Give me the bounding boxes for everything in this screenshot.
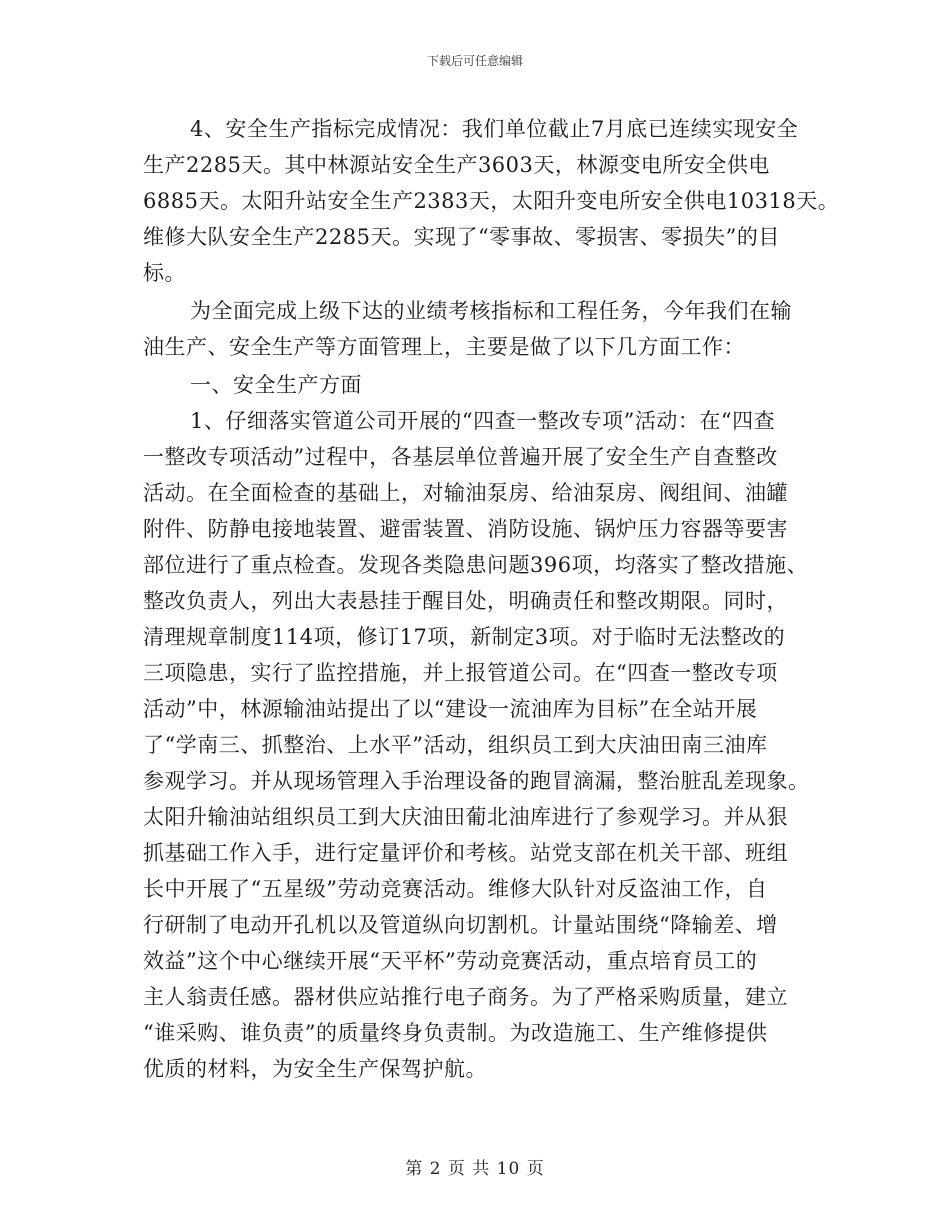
body-line: 行研制了电动开孔机以及管道纵向切割机。计量站围绕“降输差、增 [143,913,778,937]
body-line: 6885天。太阳升站安全生产2383天，太阳升变电所安全供电10318天。 [143,189,840,213]
body-line: 太阳升输油站组织员工到大庆油田葡北油库进行了参观学习。并从狠 [143,805,788,829]
body-line: 油生产、安全生产等方面管理上，主要是做了以下几方面工作： [143,335,745,359]
body-line: 生产2285天。其中林源站安全生产3603天，林源变电所安全供电 [143,153,770,177]
body-line: 主人翁责任感。器材供应站推行电子商务。为了严格采购质量，建立 [143,985,788,1009]
body-line: “谁采购、谁负责”的质量终身负责制。为改造施工、生产维修提供 [143,1021,768,1045]
body-line: 参观学习。并从现场管理入手治理设备的跑冒滴漏，整治脏乱差现象。 [143,769,810,793]
body-line: 部位进行了重点检查。发现各类隐患问题396项，均落实了整改措施、 [143,553,809,577]
body-line: 附件、防静电接地装置、避雷装置、消防设施、锅炉压力容器等要害 [143,517,788,541]
body-line: 活动”中，林源输油站提出了以“建设一流油库为目标”在全站开展 [143,697,758,721]
section-heading: 一、安全生产方面 [190,373,362,397]
body-line: 活动。在全面检查的基础上，对输油泵房、给油泵房、阀组间、油罐 [143,481,788,505]
body-line: 维修大队安全生产2285天。实现了“零事故、零损害、零损失”的目 [143,225,780,249]
body-line: 为全面完成上级下达的业绩考核指标和工程任务，今年我们在输 [190,299,792,323]
body-line: 整改负责人，列出大表悬挂于醒目处，明确责任和整改期限。同时， [143,589,788,613]
body-line: 三项隐患，实行了监控措施，并上报管道公司。在“四查一整改专项 [143,661,778,685]
body-line: 1、仔细落实管道公司开展的“四查一整改专项”活动：在“四查 [190,409,776,433]
body-line: 标。 [143,261,186,285]
body-line: 一整改专项活动”过程中，各基层单位普遍开展了安全生产自查整改 [143,445,778,469]
body-line: 了“学南三、抓整治、上水平”活动，组织员工到大庆油田南三油库 [143,733,768,757]
body-line: 长中开展了“五星级”劳动竞赛活动。维修大队针对反盗油工作，自 [143,877,768,901]
body-line: 效益”这个中心继续开展“天平杯”劳动竞赛活动，重点培育员工的 [143,949,758,973]
download-note: 下载后可任意编辑 [426,54,523,68]
page-number: 第 2 页 共 10 页 [405,1159,545,1179]
body-line: 4、安全生产指标完成情况：我们单位截止7月底已连续实现安全 [190,117,799,141]
body-line: 抓基础工作入手，进行定量评价和考核。站党支部在机关干部、班组 [143,841,788,865]
body-line: 清理规章制度114项，修订17项，新制定3项。对于临时无法整改的 [143,625,786,649]
body-line: 优质的材料，为安全生产保驾护航。 [143,1057,487,1081]
